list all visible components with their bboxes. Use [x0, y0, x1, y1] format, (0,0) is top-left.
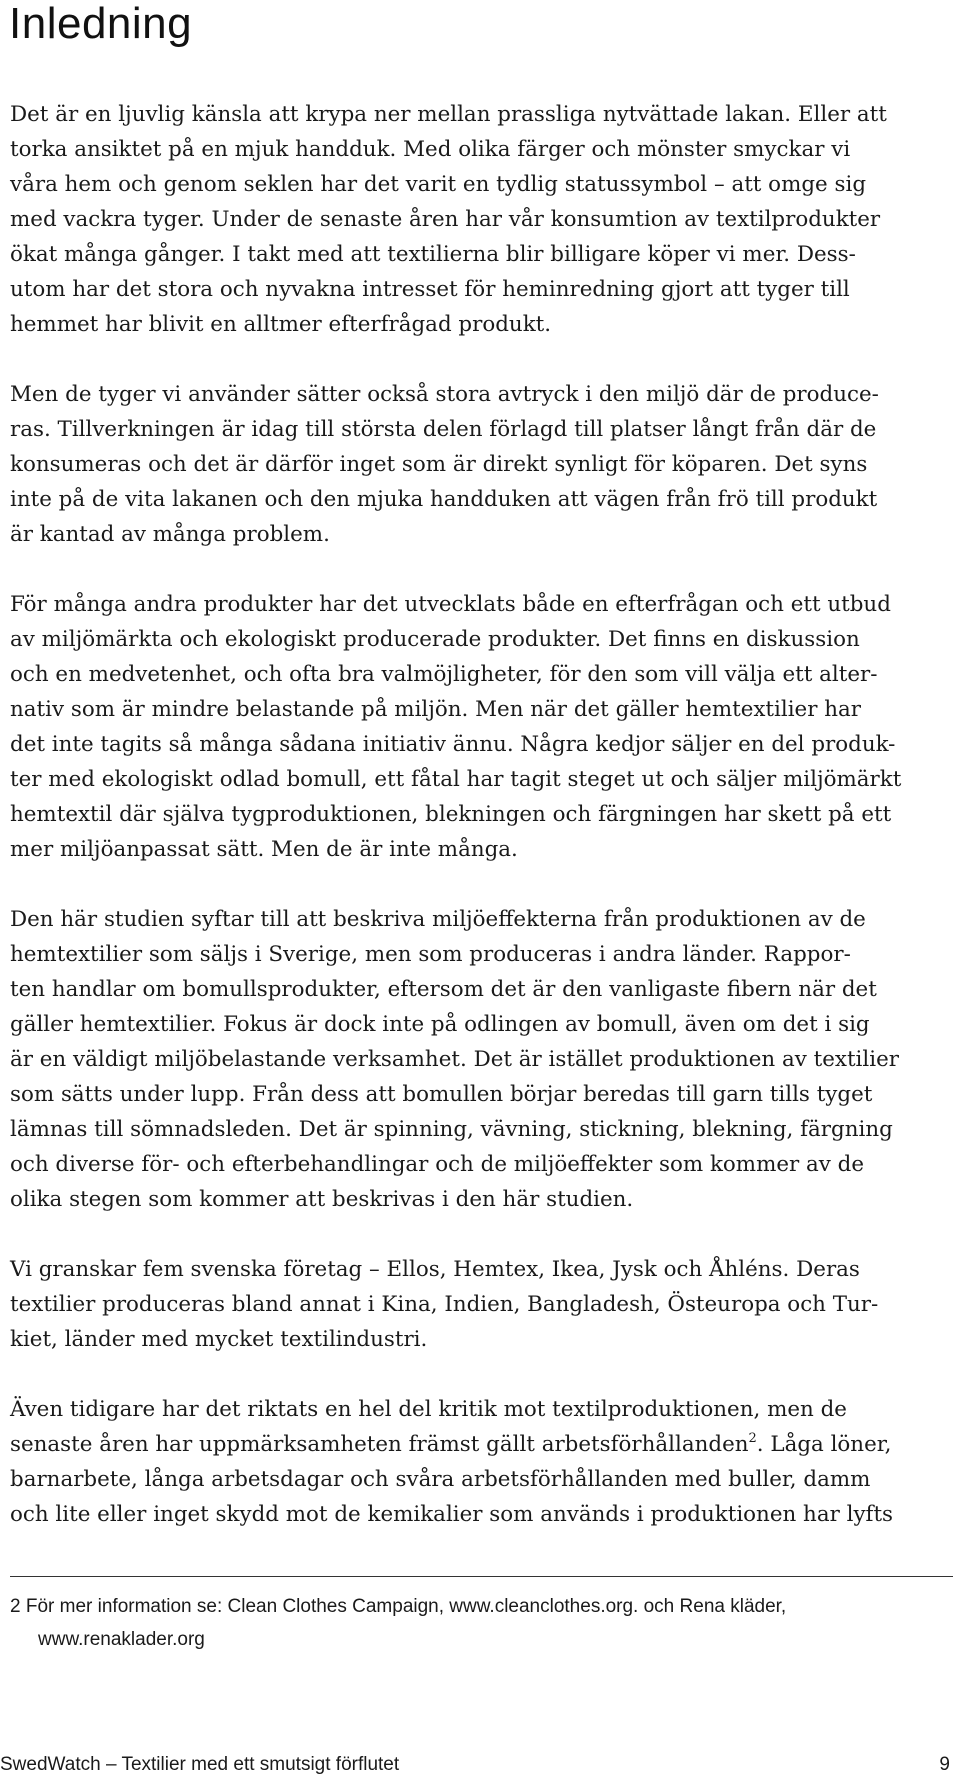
- text-line: och diverse för- och efterbehandlingar och de miljöeffekter som kommer av de: [10, 1152, 865, 1177]
- text-line: som sätts under lupp. Från dess att bomullen börjar beredas till garn tills tyget: [10, 1082, 873, 1107]
- text-line: torka ansiktet på en mjuk handduk. Med olika färger och mönster smyckar vi: [10, 137, 851, 162]
- text-line: hemmet har blivit en alltmer efterfrågad produkt.: [10, 312, 552, 337]
- text-line-part: . Låga löner,: [756, 1432, 892, 1457]
- text-line: ökat många gånger. I takt med att textilierna blir billigare köper vi mer. Dess-: [10, 242, 856, 267]
- text-line: är kantad av många problem.: [10, 522, 330, 547]
- paragraph-4: [10, 902, 954, 1217]
- footnote-divider: [10, 1576, 953, 1577]
- text-line: är en väldigt miljöbelastande verksamhet. Det är istället produktionen av textilier: [10, 1047, 899, 1072]
- text-line: textilier produceras bland annat i Kina, Indien, Bangladesh, Östeuropa och Tur-: [10, 1292, 879, 1317]
- text-line: Även tidigare har det riktats en hel del kritik mot textilproduktionen, men de: [10, 1397, 847, 1422]
- text-line: barnarbete, långa arbetsdagar och svåra arbetsförhållanden med buller, damm: [10, 1467, 871, 1492]
- text-line: mer miljöanpassat sätt. Men de är inte många.: [10, 837, 518, 862]
- text-line-part: senaste åren har uppmärksamheten främst gällt arbetsförhållanden: [10, 1432, 749, 1457]
- text-line: ras. Tillverkningen är idag till största delen förlagd till platser långt från där de: [10, 417, 877, 442]
- body-text: [10, 97, 954, 1532]
- page-heading: Inledning: [9, 0, 193, 48]
- text-line: utom har det stora och nyvakna intresset för heminredning gjort att tyger till: [10, 277, 850, 302]
- text-line: och en medvetenhet, och ofta bra valmöjligheter, för den som vill välja ett alter-: [10, 662, 878, 687]
- text-line: olika stegen som kommer att beskrivas i den här studien.: [10, 1187, 634, 1212]
- text-line: [10, 1427, 954, 1462]
- text-line: För många andra produkter har det utvecklats både en efterfrågan och ett utbud: [10, 592, 891, 617]
- text-line: gäller hemtextilier. Fokus är dock inte på odlingen av bomull, även om det i sig: [10, 1012, 870, 1037]
- page-footer: [0, 1752, 960, 1778]
- paragraph-6: [10, 1392, 954, 1532]
- text-line: lämnas till sömnadsleden. Det är spinning, vävning, stickning, blekning, färgning: [10, 1117, 893, 1142]
- paragraph-2: [10, 377, 954, 552]
- text-line: konsumeras och det är därför inget som är direkt synligt för köparen. Det syns: [10, 452, 868, 477]
- footnote-link[interactable]: www.renaklader.org: [38, 1629, 205, 1650]
- text-line: inte på de vita lakanen och den mjuka handduken att vägen från frö till produkt: [10, 487, 878, 512]
- text-line: hemtextil där själva tygproduktionen, blekningen och färgningen har skett på ett: [10, 802, 892, 827]
- paragraph-5: [10, 1252, 954, 1357]
- text-line: det inte tagits så många sådana initiativ ännu. Några kedjor säljer en del produk-: [10, 732, 896, 757]
- footnote: [10, 1590, 954, 1656]
- text-line: Det är en ljuvlig känsla att krypa ner mellan prassliga nytvättade lakan. Eller att: [10, 102, 887, 127]
- text-line: Vi granskar fem svenska företag – Ellos, Hemtex, Ikea, Jysk och Åhléns. Deras: [10, 1257, 860, 1282]
- text-line: Men de tyger vi använder sätter också stora avtryck i den miljö där de produce-: [10, 382, 879, 407]
- text-line: med vackra tyger. Under de senaste åren har vår konsumtion av textilprodukter: [10, 207, 881, 232]
- text-line: och lite eller inget skydd mot de kemikalier som används i produktionen har lyfts: [10, 1502, 894, 1527]
- footer-title: SwedWatch – Textilier med ett smutsigt förflutet: [0, 1754, 400, 1775]
- text-line: nativ som är mindre belastande på miljön. Men när det gäller hemtextilier har: [10, 697, 861, 722]
- text-line: ten handlar om bomullsprodukter, eftersom det är den vanligaste fibern när det: [10, 977, 877, 1002]
- text-line: våra hem och genom seklen har det varit en tydlig statussymbol – att omge sig: [10, 172, 867, 197]
- paragraph-1: [10, 97, 954, 342]
- footnote-reference[interactable]: 2: [748, 1431, 757, 1446]
- footnote-line: 2 För mer information se: Clean Clothes Campaign, www.cleanclothes.org. och Rena kläder,: [10, 1596, 787, 1617]
- text-line: av miljömärkta och ekologiskt producerade produkter. Det finns en diskussion: [10, 627, 860, 652]
- text-line: ter med ekologiskt odlad bomull, ett fåtal har tagit steget ut och säljer miljömärkt: [10, 767, 902, 792]
- text-line: hemtextilier som säljs i Sverige, men som produceras i andra länder. Rappor-: [10, 942, 851, 967]
- text-line: Den här studien syftar till att beskriva miljöeffekterna från produktionen av de: [10, 907, 866, 932]
- page-number: 9: [939, 1754, 950, 1775]
- text-line: kiet, länder med mycket textilindustri.: [10, 1327, 428, 1352]
- paragraph-3: [10, 587, 954, 867]
